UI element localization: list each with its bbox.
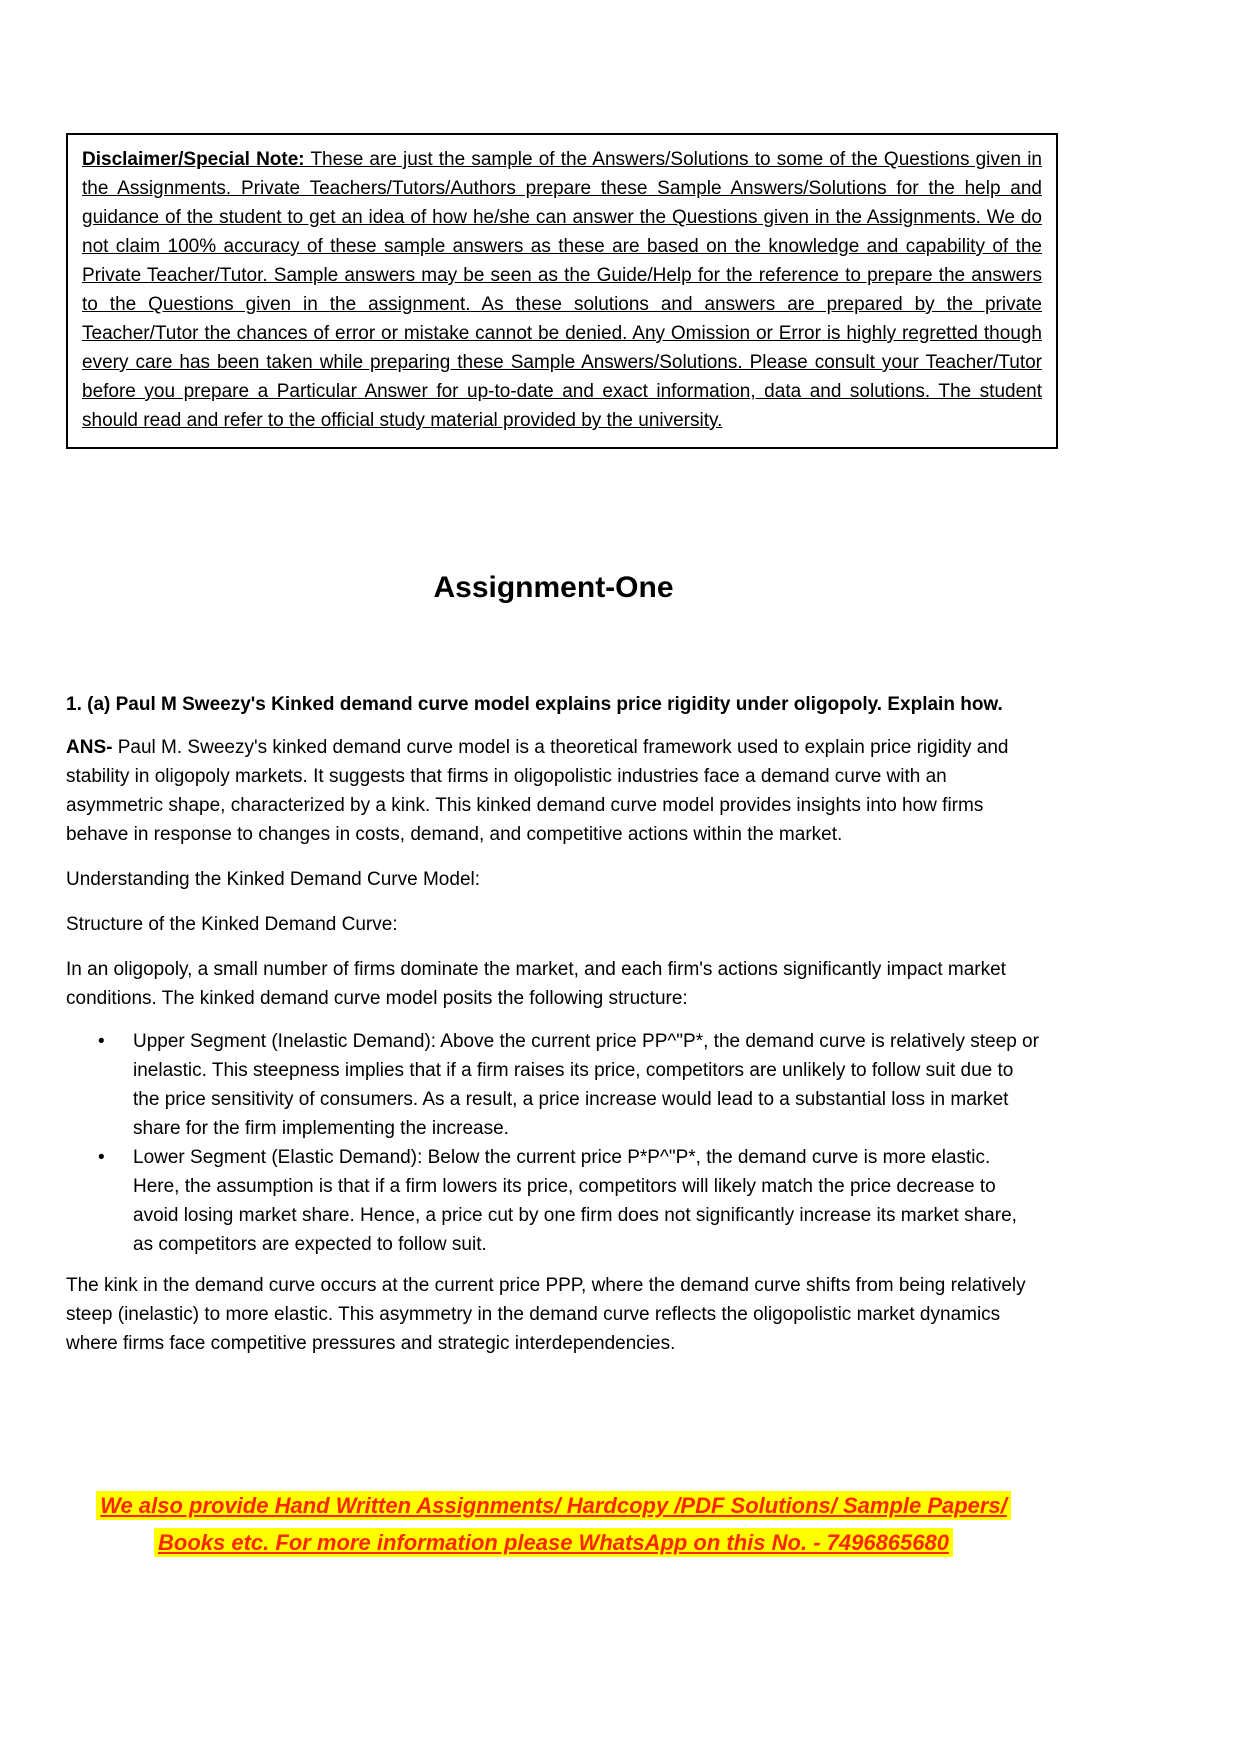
bullet-upper-segment-text: Upper Segment (Inelastic Demand): Above the current price PP^"P*, the demand curve is relatively steep or inelastic. This steepness implies that if a firm raises its price, competitors are unlikely to follow suit due to the price sensitivity of consumers. As a result, a price increase would lead to a substantial loss in market share for the firm implementing the increase. <box>133 1031 1039 1139</box>
disclaimer-body: These are just the sample of the Answers/Solutions to some of the Questions given in the Assignments. Private Teachers/Tutors/Authors prepare these Sample Answers/Solutions for the help and guidance of the student to get an idea of how he/she can answer the Questions given in the Assignments. We do not claim 100% accuracy of these sample answers as these are based on the knowledge and capability of the Private Teacher/Tutor. Sample answers may be seen as the Guide/Help for the reference to prepare the answers to the Questions given in the assignment. As these solutions and answers are prepared by the private Teacher/Tutor the chances of error or mistake cannot be denied. Any Omission or Error is highly regretted though every care has been taken while preparing these Sample Answers/Solutions. Please consult your Teacher/Tutor before you prepare a Particular Answer for up-to-date and exact information, data and solutions. The student should read and refer to the official study material provided by the university. <box>82 149 1042 431</box>
question-text: 1. (a) Paul M Sweezy's Kinked demand curve model explains price rigidity under oligopoly. Explain how. <box>66 694 1003 715</box>
answer-intro-paragraph <box>66 733 1041 849</box>
list-item <box>66 1027 1041 1143</box>
promo-footer-line1: We also provide Hand Written Assignments/ Hardcopy /PDF Solutions/ Sample Papers/ <box>96 1491 1011 1520</box>
subheading-structure: Structure of the Kinked Demand Curve: <box>66 914 398 935</box>
disclaimer-box <box>66 133 1058 449</box>
answer-label: ANS- <box>66 737 113 758</box>
disclaimer-text <box>82 145 1042 435</box>
kink-conclusion-paragraph: The kink in the demand curve occurs at the current price PPP, where the demand curve shifts from being relatively steep (inelastic) to more elastic. This asymmetry in the demand curve reflects the oligopolistic market dynamics where firms face competitive pressures and strategic interdependencies. <box>66 1275 1026 1354</box>
structure-paragraph: In an oligopoly, a small number of firms dominate the market, and each firm's actions significantly impact market conditions. The kinked demand curve model posits the following structure: <box>66 959 1006 1009</box>
promo-footer-line2: Books etc. For more information please WhatsApp on this No. - 7496865680 <box>154 1528 953 1557</box>
bullet-icon: • <box>98 1031 105 1052</box>
segment-bullet-list <box>66 1027 1041 1259</box>
answer-intro-text: Paul M. Sweezy's kinked demand curve model is a theoretical framework used to explain price rigidity and stability in oligopoly markets. It suggests that firms in oligopolistic industries face a demand curve with an asymmetric shape, characterized by a kink. This kinked demand curve model provides insights into how firms behave in response to changes in costs, demand, and competitive actions within the market. <box>66 737 1009 845</box>
bullet-icon: • <box>98 1147 105 1168</box>
answer-section <box>66 690 1041 1374</box>
subheading-understanding: Understanding the Kinked Demand Curve Model: <box>66 869 481 890</box>
disclaimer-label: Disclaimer/Special Note: <box>82 149 305 170</box>
list-item <box>66 1143 1041 1259</box>
assignment-heading: Assignment-One <box>433 571 674 604</box>
promo-footer <box>66 1487 1041 1561</box>
bullet-lower-segment-text: Lower Segment (Elastic Demand): Below the current price P*P^"P*, the demand curve is more elastic. Here, the assumption is that if a firm lowers its price, competitors will likely match the price decrease to avoid losing market share. Hence, a price cut by one firm does not significantly increase its market share, as competitors are expected to follow suit. <box>133 1147 1017 1255</box>
